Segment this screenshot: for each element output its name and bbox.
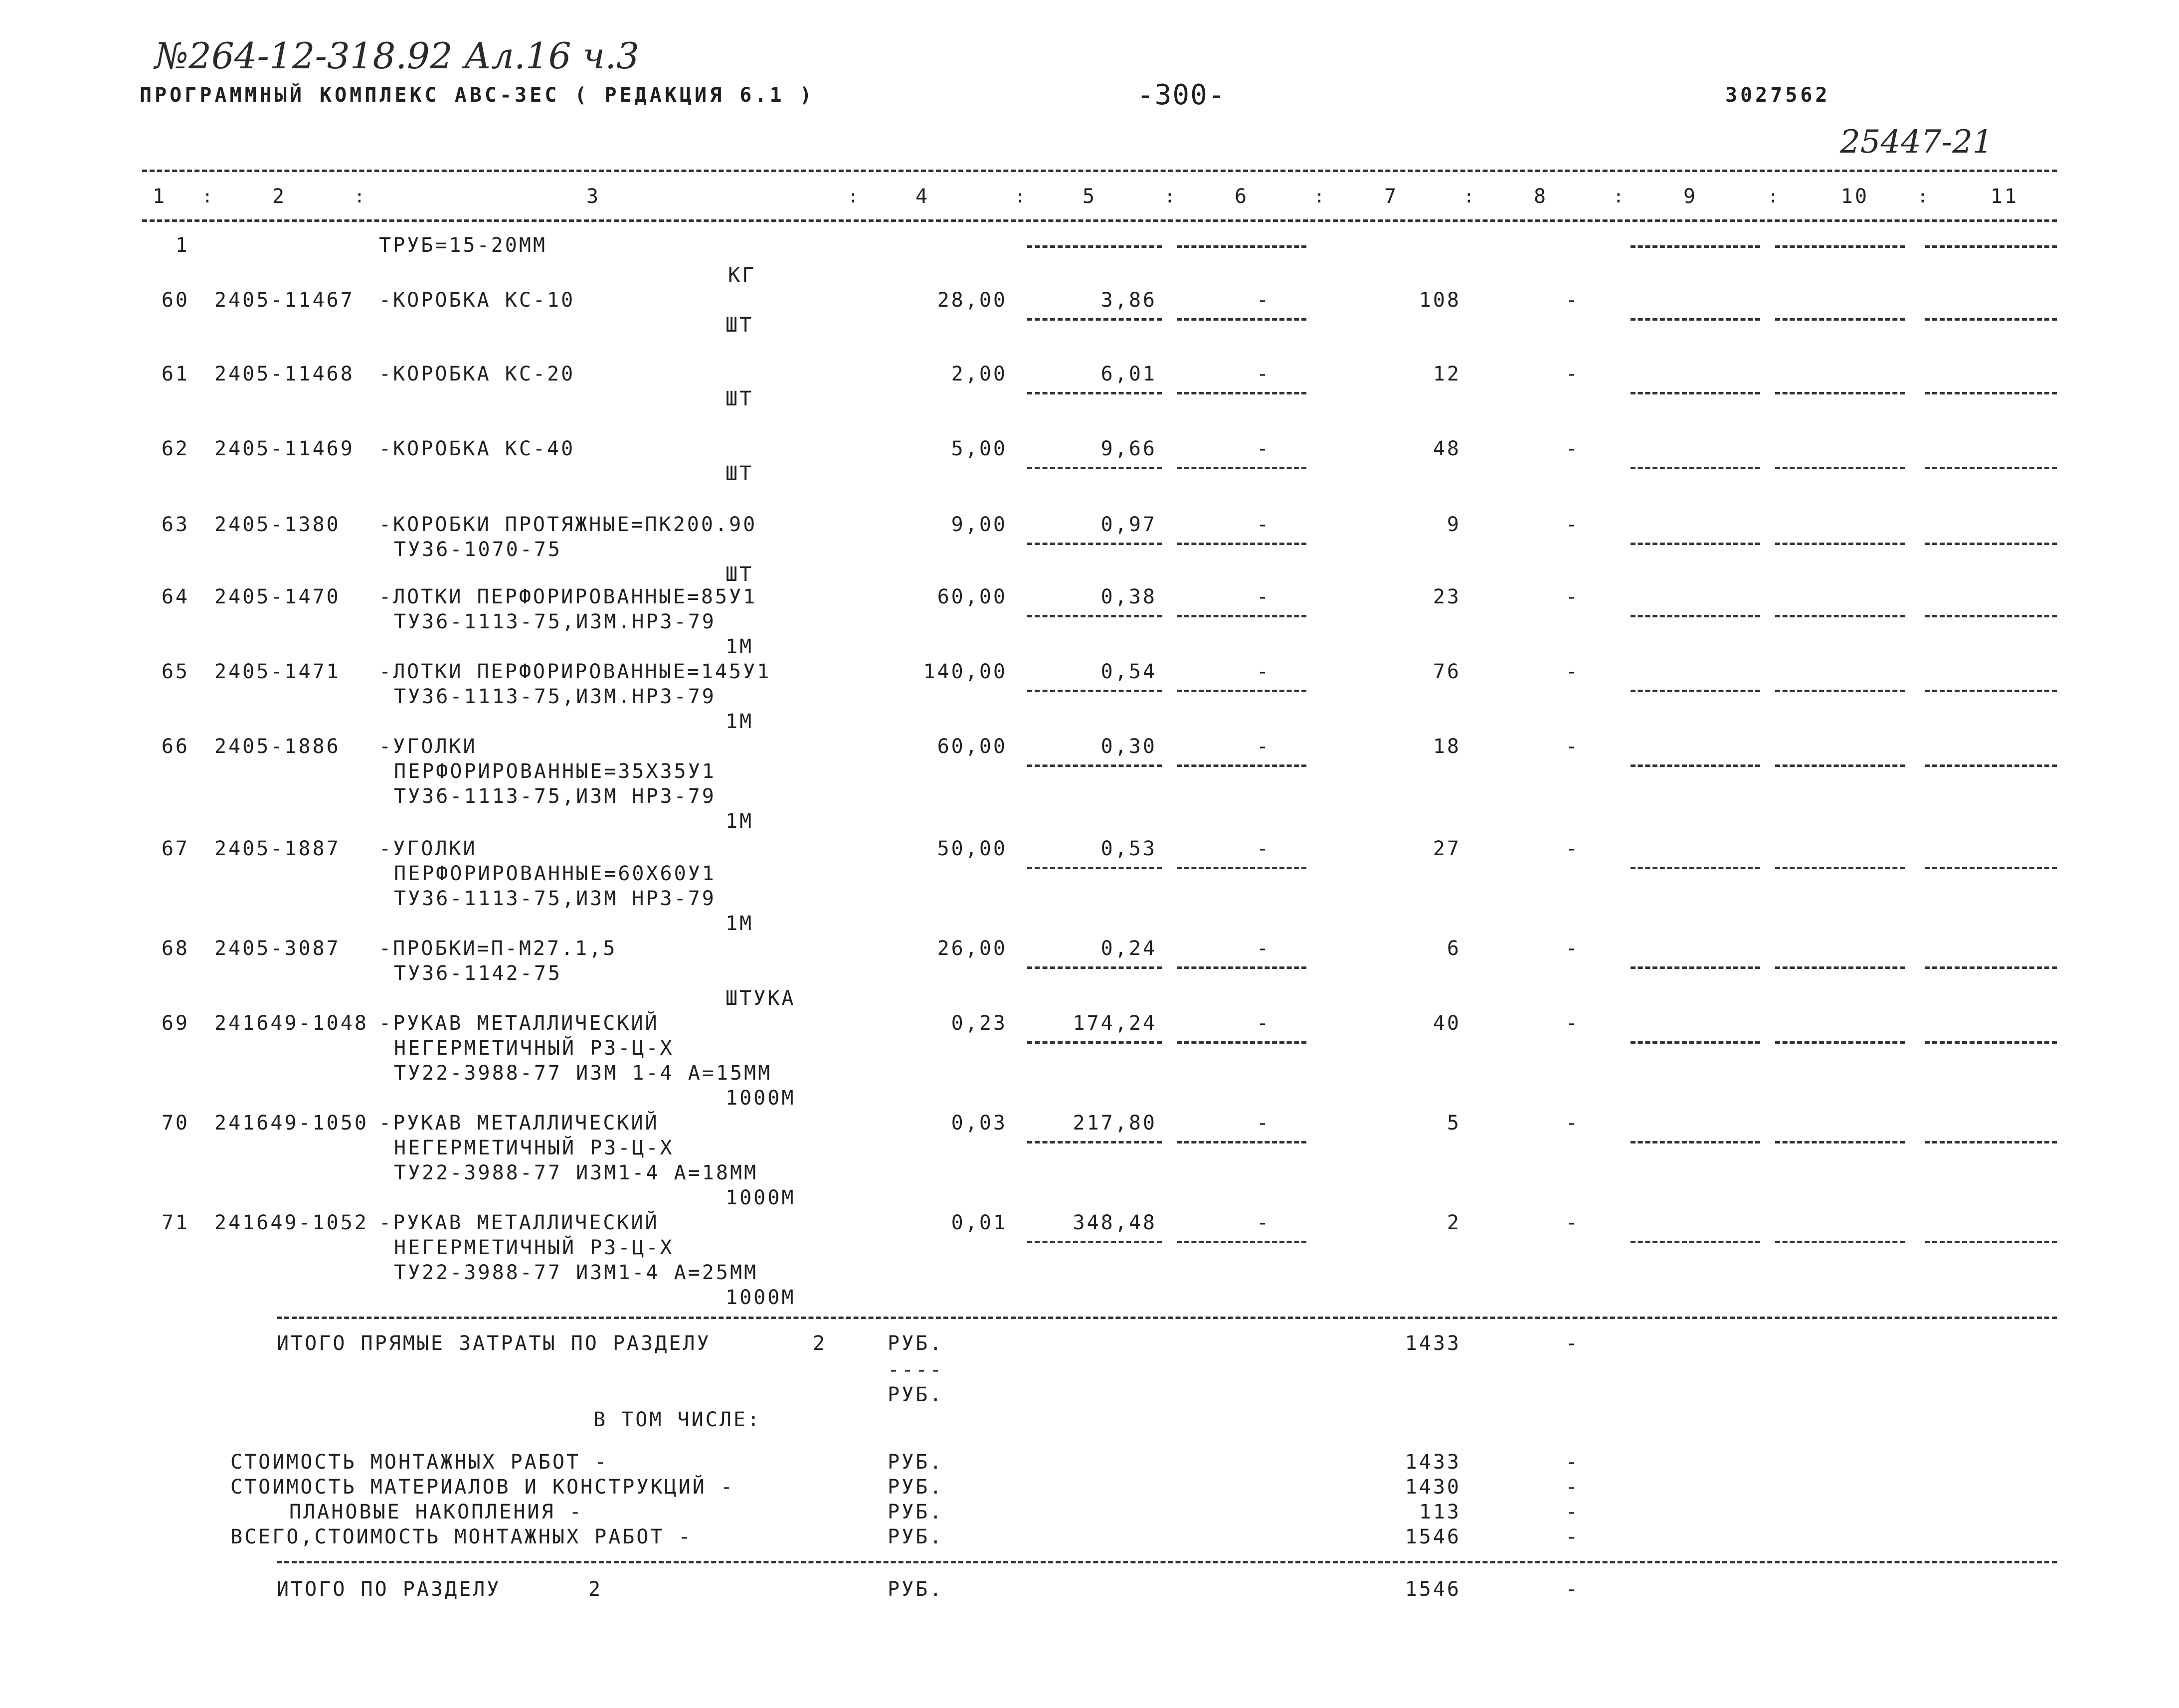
row-unit: ШТ <box>726 314 754 337</box>
summary-line-label: СТОИМОСТЬ МАТЕРИАЛОВ И КОНСТРУКЦИЙ - <box>230 1476 734 1499</box>
row-col7: 23 <box>1433 585 1461 608</box>
total-direct-col8: - <box>1566 1332 1580 1355</box>
row-code: 2405-1471 <box>214 660 341 683</box>
summary-line-unit: РУБ. <box>888 1451 944 1474</box>
summary-line-col8: - <box>1566 1451 1580 1474</box>
row-name-line: ТУ22-3988-77 ИЗМ 1-4 А=15ММ <box>394 1062 772 1085</box>
summary-line-unit: РУБ. <box>888 1525 944 1548</box>
row-number: 64 <box>161 585 189 608</box>
row-unit: 1М <box>726 710 754 733</box>
row-number: 67 <box>161 837 189 860</box>
column-header: 9 <box>1683 185 1698 208</box>
including-label: В ТОМ ЧИСЛЕ: <box>593 1408 761 1431</box>
row-name-line: ТУ36-1113-75,ИЗМ НР3-79 <box>394 887 716 910</box>
row-quantity: 5,00 <box>951 437 1007 460</box>
row-name-line: -РУКАВ МЕТАЛЛИЧЕСКИЙ <box>379 1012 659 1035</box>
row-name-line: ТУ36-1113-75,ИЗМ.НР3-79 <box>394 610 716 633</box>
row-name-line: -ЛОТКИ ПЕРФОРИРОВАННЫЕ=85У1 <box>379 585 757 608</box>
column-header: 11 <box>1990 185 2019 208</box>
document-code: 3027562 <box>1725 84 1830 107</box>
row-code: 2405-11469 <box>214 437 355 460</box>
column-header: 5 <box>1082 185 1097 208</box>
row-unit: ШТ <box>726 563 754 586</box>
handwritten-code: 25447-21 <box>1840 124 1993 161</box>
row-unit: ШТУКА <box>726 987 796 1010</box>
row-name-line: ТУ36-1113-75,ИЗМ НР3-79 <box>394 785 716 808</box>
column-header: 4 <box>915 185 930 208</box>
row-code: 2405-1470 <box>214 585 341 608</box>
row-number: 65 <box>161 660 189 683</box>
row-col7: 2 <box>1447 1211 1461 1234</box>
row-price: 0,97 <box>1100 513 1157 536</box>
section-total-value: 1546 <box>1405 1578 1461 1601</box>
row-number: 68 <box>161 937 189 960</box>
row-code: 241649-1052 <box>214 1211 368 1234</box>
row-name-line: -УГОЛКИ <box>379 735 477 758</box>
row-name-line: НЕГЕРМЕТИЧНЫЙ Р3-Ц-Х <box>394 1137 674 1159</box>
row-col8: - <box>1566 735 1580 758</box>
row-col6: - <box>1257 1112 1271 1135</box>
row-col7: 18 <box>1433 735 1461 758</box>
row-number: 70 <box>161 1112 189 1135</box>
row-col6: - <box>1257 735 1271 758</box>
row-col8: - <box>1566 513 1580 536</box>
row-col7: 76 <box>1433 660 1461 683</box>
row-col6: - <box>1257 937 1271 960</box>
summary-line-value: 1430 <box>1405 1476 1461 1499</box>
row-code: 2405-11467 <box>214 289 355 312</box>
row-name-line: -КОРОБКА КС-20 <box>379 363 575 385</box>
summary-line-unit: РУБ. <box>888 1476 944 1499</box>
row-col6: - <box>1257 1012 1271 1035</box>
total-direct-section: 2 <box>813 1332 827 1355</box>
summary-line-col8: - <box>1566 1476 1580 1499</box>
row-name-line: -УГОЛКИ <box>379 837 477 860</box>
total-direct-value: 1433 <box>1405 1332 1461 1355</box>
row-price: 6,01 <box>1100 363 1157 385</box>
row-name-line: -РУКАВ МЕТАЛЛИЧЕСКИЙ <box>379 1211 659 1234</box>
section-total-col8: - <box>1566 1578 1580 1601</box>
row-unit: 1000М <box>726 1186 796 1209</box>
section-total-rule <box>277 1561 2057 1563</box>
row-name-line: ПЕРФОРИРОВАННЫЕ=35Х35У1 <box>394 760 716 783</box>
row-name-line: -РУКАВ МЕТАЛЛИЧЕСКИЙ <box>379 1112 659 1135</box>
row-col7: 9 <box>1447 513 1461 536</box>
summary-line-unit: РУБ. <box>888 1501 944 1523</box>
row-quantity: 26,00 <box>937 937 1007 960</box>
row-col8: - <box>1566 437 1580 460</box>
row-price: 217,80 <box>1073 1112 1157 1135</box>
row-unit: 1000М <box>726 1286 796 1309</box>
row-price: 3,86 <box>1100 289 1157 312</box>
row-col6: - <box>1257 1211 1271 1234</box>
row-price: 348,48 <box>1073 1211 1157 1234</box>
row-name-line: ПЕРФОРИРОВАННЫЕ=60Х60У1 <box>394 862 716 885</box>
row-quantity: 2,00 <box>951 363 1007 385</box>
row-price: 0,30 <box>1100 735 1157 758</box>
total-direct-unit: РУБ. <box>888 1332 944 1355</box>
row-col7: 48 <box>1433 437 1461 460</box>
row-col8: - <box>1566 660 1580 683</box>
row-col6: - <box>1257 363 1271 385</box>
row-name-line: ТУ36-1113-75,ИЗМ.НР3-79 <box>394 685 716 708</box>
row-quantity: 0,01 <box>951 1211 1007 1234</box>
row-name-line: НЕГЕРМЕТИЧНЫЙ Р3-Ц-Х <box>394 1037 674 1060</box>
row-code: 241649-1048 <box>214 1012 368 1035</box>
row-code: 2405-3087 <box>214 937 341 960</box>
row-quantity: 9,00 <box>951 513 1007 536</box>
summary-line-label: СТОИМОСТЬ МОНТАЖНЫХ РАБОТ - <box>230 1451 609 1474</box>
row-quantity: 0,03 <box>951 1112 1007 1135</box>
row-name-line: ТУ22-3988-77 ИЗМ1-4 А=18ММ <box>394 1161 758 1184</box>
row-col8: - <box>1566 363 1580 385</box>
row-price: 0,53 <box>1100 837 1157 860</box>
row-col8: - <box>1566 289 1580 312</box>
row-col6: - <box>1257 289 1271 312</box>
total-direct-label: ИТОГО ПРЯМЫЕ ЗАТРАТЫ ПО РАЗДЕЛУ <box>277 1332 711 1355</box>
column-header: 2 <box>272 185 287 208</box>
row-col8: - <box>1566 1112 1580 1135</box>
row-col6: - <box>1257 513 1271 536</box>
column-header: 10 <box>1840 185 1869 208</box>
row-quantity: 0,23 <box>951 1012 1007 1035</box>
page-number: -300- <box>1137 79 1226 111</box>
unit-dash: ---- <box>888 1358 944 1381</box>
row-name-line: ТУ22-3988-77 ИЗМ1-4 А=25ММ <box>394 1261 758 1284</box>
row-name-line: -КОРОБКА КС-10 <box>379 289 575 312</box>
row-quantity: 28,00 <box>937 289 1007 312</box>
row-col7: 12 <box>1433 363 1461 385</box>
row-col8: - <box>1566 585 1580 608</box>
row-name-line: ТУ36-1142-75 <box>394 962 562 985</box>
row-col7: 40 <box>1433 1012 1461 1035</box>
row-price: 9,66 <box>1100 437 1157 460</box>
row-number: 63 <box>161 513 189 536</box>
column-header: 1 <box>152 185 167 208</box>
summary-line-col8: - <box>1566 1501 1580 1523</box>
row-col6: - <box>1257 585 1271 608</box>
row-unit: КГ <box>728 264 756 287</box>
section-total-unit: РУБ. <box>888 1578 944 1601</box>
row-unit: ШТ <box>726 462 754 485</box>
row-name-line: -ЛОТКИ ПЕРФОРИРОВАННЫЕ=145У1 <box>379 660 771 683</box>
row-col7: 108 <box>1419 289 1461 312</box>
row-unit: 1000М <box>726 1087 796 1110</box>
row-quantity: 60,00 <box>937 585 1007 608</box>
section-total-label: ИТОГО ПО РАЗДЕЛУ <box>277 1578 501 1601</box>
handwritten-reference: №264-12-318.92 Ал.16 ч.3 <box>155 35 639 77</box>
summary-line-value: 113 <box>1419 1501 1461 1523</box>
row-unit: 1М <box>726 912 754 935</box>
row-col8: - <box>1566 937 1580 960</box>
unit-rub: РУБ. <box>888 1383 944 1406</box>
row-name-line: ТУ36-1070-75 <box>394 538 562 561</box>
row-number: 60 <box>161 289 189 312</box>
column-header: 3 <box>586 185 601 208</box>
summary-line-value: 1433 <box>1405 1451 1461 1474</box>
row-number: 61 <box>161 363 189 385</box>
row-unit: ШТ <box>726 387 754 410</box>
row-col6: - <box>1257 837 1271 860</box>
column-header: 7 <box>1384 185 1399 208</box>
row-unit: 1М <box>726 635 754 658</box>
section-total-section: 2 <box>588 1578 603 1601</box>
row-name-line: -ПРОБКИ=П-М27.1,5 <box>379 937 617 960</box>
row-col7: 5 <box>1447 1112 1461 1135</box>
row-quantity: 50,00 <box>937 837 1007 860</box>
row-name-line: -КОРОБКИ ПРОТЯЖНЫЕ=ПК200.90 <box>379 513 757 536</box>
row-col6: - <box>1257 660 1271 683</box>
row-name-line: НЕГЕРМЕТИЧНЫЙ Р3-Ц-Х <box>394 1236 674 1259</box>
row-quantity: 140,00 <box>923 660 1007 683</box>
summary-line-label: ВСЕГО,СТОИМОСТЬ МОНТАЖНЫХ РАБОТ - <box>230 1525 693 1548</box>
summary-line-col8: - <box>1566 1525 1580 1548</box>
row-number: 66 <box>161 735 189 758</box>
row-name-line: ТРУБ=15-20ММ <box>379 234 547 257</box>
column-header: 6 <box>1234 185 1249 208</box>
row-col7: 6 <box>1447 937 1461 960</box>
summary-line-value: 1546 <box>1405 1525 1461 1548</box>
row-code: 2405-1887 <box>214 837 341 860</box>
row-code: 2405-1886 <box>214 735 341 758</box>
program-title: ПРОГРАММНЫЙ КОМПЛЕКС АВС-3ЕС ( РЕДАКЦИЯ 6.1 ) <box>140 84 815 107</box>
row-quantity: 60,00 <box>937 735 1007 758</box>
row-code: 2405-11468 <box>214 363 355 385</box>
row-number: 1 <box>175 234 189 257</box>
row-number: 71 <box>161 1211 189 1234</box>
row-number: 69 <box>161 1012 189 1035</box>
row-code: 2405-1380 <box>214 513 341 536</box>
row-price: 0,24 <box>1100 937 1157 960</box>
row-unit: 1М <box>726 810 754 833</box>
row-col8: - <box>1566 837 1580 860</box>
row-price: 0,38 <box>1100 585 1157 608</box>
summary-line-label: ПЛАНОВЫЕ НАКОПЛЕНИЯ - <box>289 1501 583 1523</box>
column-header: 8 <box>1533 185 1548 208</box>
row-price: 174,24 <box>1073 1012 1157 1035</box>
row-name-line: -КОРОБКА КС-40 <box>379 437 575 460</box>
row-col7: 27 <box>1433 837 1461 860</box>
row-col6: - <box>1257 437 1271 460</box>
row-price: 0,54 <box>1100 660 1157 683</box>
row-col8: - <box>1566 1012 1580 1035</box>
row-number: 62 <box>161 437 189 460</box>
row-col8: - <box>1566 1211 1580 1234</box>
row-code: 241649-1050 <box>214 1112 368 1135</box>
